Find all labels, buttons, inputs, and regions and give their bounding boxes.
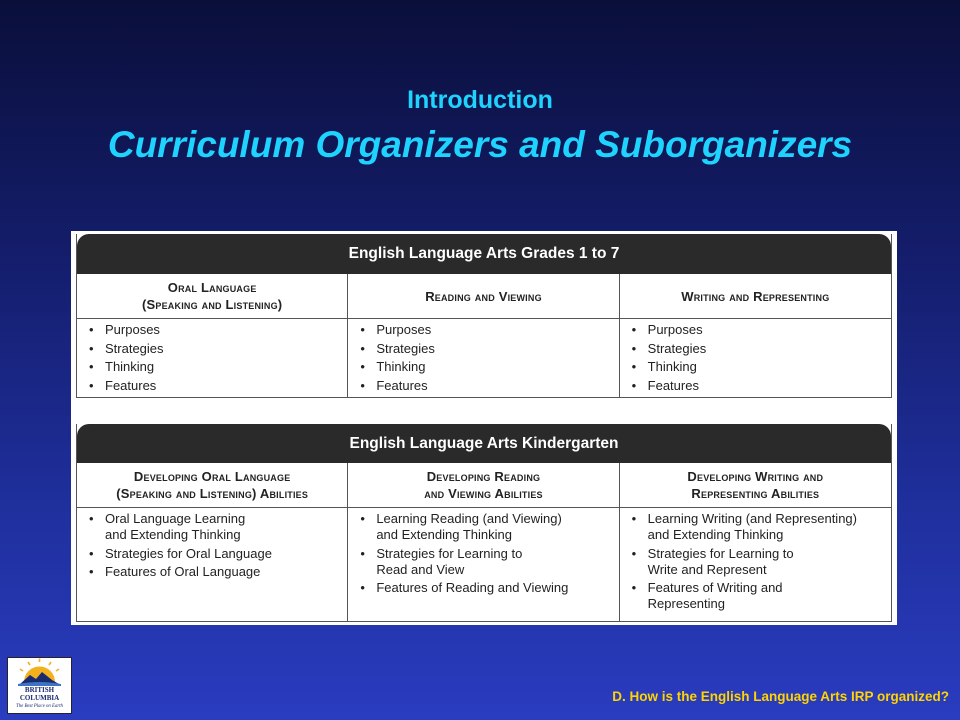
list-item: • Features of Reading and Viewing [352, 580, 614, 596]
list-item: • Features of Writing and Representing [624, 580, 887, 612]
bullet-icon: • [89, 340, 94, 356]
british-columbia-logo [7, 657, 72, 714]
table-title: English Language Arts Grades 1 to 7 [77, 234, 891, 274]
logo-tagline: The Best Place on Earth [16, 704, 63, 709]
list-item: • Thinking [352, 359, 614, 375]
bullet-icon: • [89, 511, 94, 526]
list-item: • Purposes [624, 322, 887, 338]
column-header-reading-viewing [348, 274, 619, 318]
logo-line: COLUMBIA [19, 694, 60, 702]
column-body-developing-reading [348, 508, 619, 621]
header-line: Developing Reading [426, 469, 541, 484]
header-line: Oral Language [167, 280, 257, 295]
bullet-icon: • [360, 359, 365, 374]
list-item: • Strategies [81, 341, 343, 357]
column-body-developing-writing [620, 508, 891, 621]
kindergarten-table [76, 424, 892, 622]
list-item: • Strategies for Learning to Read and View [352, 546, 614, 578]
curriculum-panel [71, 231, 897, 625]
bullet-icon: • [360, 377, 365, 393]
bullet-icon: • [89, 377, 94, 393]
header-line: Developing Oral Language [133, 469, 291, 484]
list-item: • Thinking [81, 359, 343, 375]
column-header-developing-reading [348, 463, 619, 507]
list-item: • Learning Reading (and Viewing) and Extending Thinking [352, 511, 614, 543]
bullet-icon: • [631, 580, 637, 595]
list-item: • Strategies [624, 341, 887, 357]
bullet-icon: • [631, 340, 637, 356]
slide-footer: D. How is the English Language Arts IRP organized? [612, 689, 949, 704]
bullet-icon: • [360, 511, 365, 526]
header-line: Writing and Representing [681, 288, 830, 304]
bullet-icon: • [360, 545, 365, 561]
column-body-oral-language [77, 319, 348, 397]
column-header-developing-oral-language [77, 463, 348, 507]
table-title: English Language Arts Kindergarten [77, 424, 891, 463]
list-item: • Oral Language Learning and Extending Thinking [81, 511, 343, 543]
bullet-icon: • [631, 359, 637, 374]
header-line: Developing Writing and [687, 469, 824, 484]
bullet-icon: • [631, 545, 637, 561]
column-header-writing-representing [620, 274, 891, 318]
list-item: • Purposes [352, 322, 614, 338]
list-item: • Features [81, 378, 343, 394]
bullet-icon: • [89, 322, 94, 337]
list-item: • Features [624, 378, 887, 394]
column-body-writing-representing [620, 319, 891, 397]
list-item: • Strategies for Oral Language [81, 546, 343, 562]
header-line: and Viewing Abilities [424, 486, 543, 501]
logo-line: BRITISH [24, 686, 55, 694]
header-line: Representing Abilities [691, 486, 820, 501]
bullet-icon: • [89, 564, 94, 579]
header-line: (Speaking and Listening) [142, 297, 283, 312]
bullet-icon: • [89, 359, 94, 374]
column-body-developing-oral-language [77, 508, 348, 621]
header-line: (Speaking and Listening) Abilities [116, 486, 309, 501]
bullet-icon: • [89, 545, 94, 561]
bullet-icon: • [631, 377, 637, 393]
slide-title: Curriculum Organizers and Suborganizers [107, 124, 853, 165]
header-line: Reading and Viewing [425, 288, 542, 304]
list-item: • Features [352, 378, 614, 394]
sun-mountain-icon [8, 658, 71, 688]
slide-kicker: Introduction [407, 86, 553, 114]
bullet-icon: • [360, 340, 365, 356]
bullet-icon: • [631, 511, 637, 526]
column-body-reading-viewing [348, 319, 619, 397]
list-item: • Thinking [624, 359, 887, 375]
bullet-icon: • [360, 322, 365, 337]
list-item: • Strategies for Learning to Write and Represent [624, 546, 887, 578]
bullet-icon: • [360, 580, 365, 595]
list-item: • Purposes [81, 322, 343, 338]
list-item: • Learning Writing (and Representing) and Extending Thinking [624, 511, 887, 543]
column-header-oral-language [77, 274, 348, 318]
column-header-developing-writing [620, 463, 891, 507]
grades-1-7-table [76, 234, 892, 398]
bullet-icon: • [631, 322, 637, 337]
list-item: • Strategies [352, 341, 614, 357]
list-item: • Features of Oral Language [81, 564, 343, 580]
